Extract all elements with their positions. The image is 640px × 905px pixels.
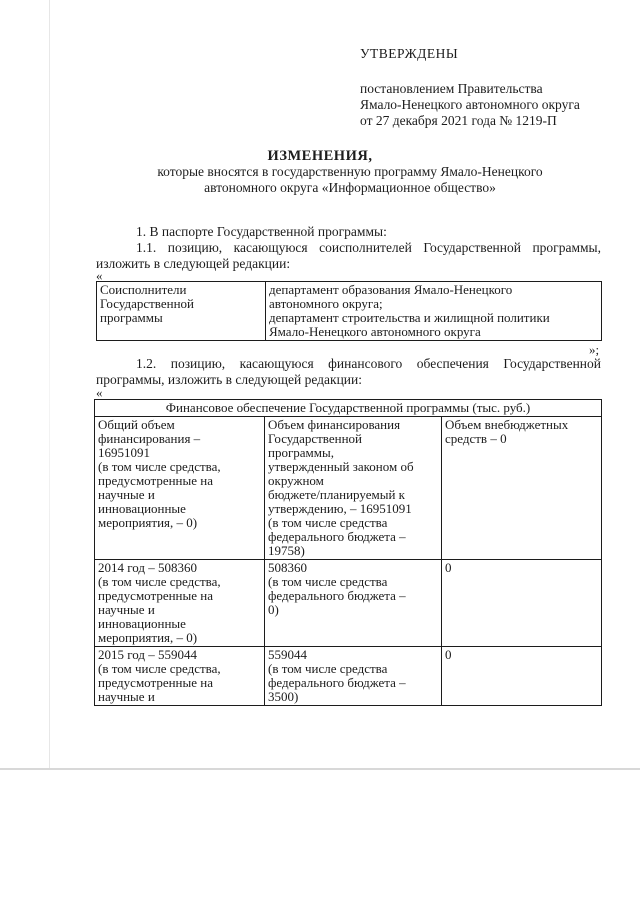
- quote-open-mark: «: [96, 268, 103, 283]
- quote-open-mark-2: «: [96, 385, 103, 400]
- table-cell: 559044 (в том числе средства федерального бюджета – 3500): [265, 647, 442, 706]
- item-1-2-text: 1.2. позицию, касающуюся финансового обеспечения Государственной программы, изложить в следующей редакции:: [96, 356, 601, 387]
- item-1-1-text: 1.1. позицию, касающуюся соисполнителей Государственной программы, изложить в следующей редакции:: [96, 240, 601, 271]
- table-row: [97, 282, 602, 341]
- table-row: [95, 560, 602, 647]
- approval-line-1: постановлением Правительства: [360, 81, 543, 96]
- table-cell: 508360 (в том числе средства федерального бюджета – 0): [265, 560, 442, 647]
- document-title: ИЗМЕНЕНИЯ,: [267, 148, 373, 164]
- co-executors-value: департамент образования Ямало-Ненецкого автономного округа; департамент строительства и жилищной политики Ямало-Ненецкого автономного округа: [266, 282, 602, 341]
- approval-heading: УТВЕРЖДЕНЫ: [360, 46, 459, 61]
- table-header-row: [95, 400, 602, 417]
- financing-header: Финансовое обеспечение Государственной программы (тыс. руб.): [95, 400, 602, 417]
- section-1-heading: 1. В паспорте Государственной программы:: [136, 224, 387, 239]
- quote-close-mark: »;: [589, 342, 600, 357]
- table-cell: 0: [442, 647, 602, 706]
- table-cell: Объем внебюджетных средств – 0: [442, 417, 602, 560]
- table-cell: 2015 год – 559044 (в том числе средства, предусмотренные на научные и: [95, 647, 265, 706]
- page-fold-shadow: [49, 0, 50, 768]
- approval-line-3: от 27 декабря 2021 года № 1219-П: [360, 113, 557, 128]
- table-cell: 0: [442, 560, 602, 647]
- co-executors-table: [96, 281, 602, 341]
- table-cell: Общий объем финансирования – 16951091 (в том числе средства, предусмотренные на научные и инновационные мероприятия, – 0): [95, 417, 265, 560]
- approval-stamp: [360, 46, 620, 129]
- financing-table: [94, 399, 602, 706]
- table-cell: Объем финансирования Государственной программы, утвержденный законом об окружном бюджете/планируемый к утверждению, – 16951091 (в том числе средства федерального бюджета – 19758): [265, 417, 442, 560]
- co-executors-label: Соисполнители Государственной программы: [97, 282, 266, 341]
- document-subtitle: которые вносятся в государственную программу Ямало-Ненецкого автономного округа «Информационное общество»: [157, 164, 543, 195]
- approval-line-2: Ямало-Ненецкого автономного округа: [360, 97, 580, 112]
- table-row: [95, 417, 602, 560]
- table-cell: 2014 год – 508360 (в том числе средства, предусмотренные на научные и инновационные мероприятия, – 0): [95, 560, 265, 647]
- table-row: [95, 647, 602, 706]
